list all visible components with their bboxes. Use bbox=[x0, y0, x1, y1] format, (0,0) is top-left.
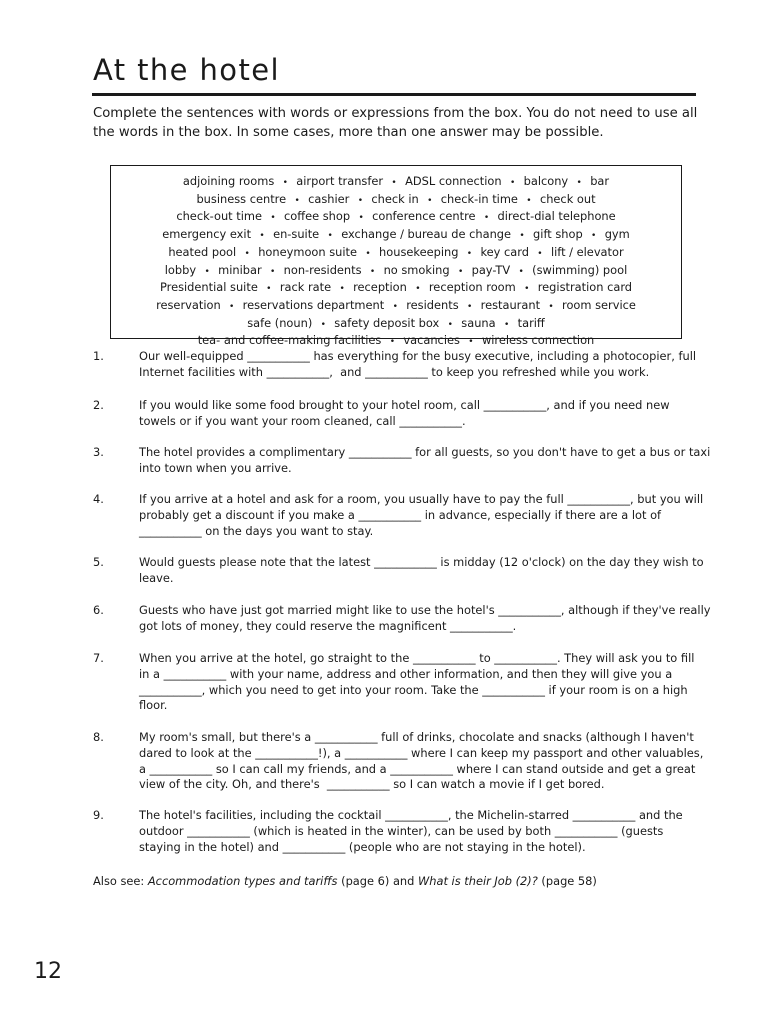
exercise-line: outdoor ___________ (which is heated in the winter), can be used by both ___________ (guests bbox=[139, 823, 664, 838]
word-box-item: reception room bbox=[428, 280, 516, 295]
exercise-number: 3. bbox=[93, 445, 104, 459]
bullet-separator: • bbox=[294, 195, 300, 206]
exercise-text bbox=[139, 730, 704, 793]
exercise-number: 9. bbox=[93, 808, 104, 822]
word-box-item: housekeeping bbox=[379, 244, 459, 259]
bullet-separator: • bbox=[244, 248, 250, 259]
exercise-number: 4. bbox=[93, 492, 104, 506]
word-box-item: business centre bbox=[196, 191, 287, 206]
word-box-item: Presidential suite bbox=[159, 280, 258, 295]
exercise-line: a ___________ so I can call my friends, and a ___________ where I can stand outside and get a great bbox=[139, 761, 696, 776]
word-box-item: check out bbox=[539, 191, 596, 206]
bullet-separator: • bbox=[327, 231, 333, 242]
exercise-item bbox=[0, 651, 768, 714]
exercise-line: into town when you arrive. bbox=[139, 460, 292, 475]
word-box-item: heated pool bbox=[168, 244, 237, 259]
word-box-item: honeymoon suite bbox=[258, 244, 358, 259]
word-box-row bbox=[111, 245, 681, 263]
word-box-row bbox=[111, 263, 681, 281]
word-box-item: (swimming) pool bbox=[532, 262, 628, 277]
exercise-number: 6. bbox=[93, 603, 104, 617]
exercise-line: My room's small, but there's a ___________ full of drinks, chocolate and snacks (although I haven't bbox=[139, 730, 694, 744]
exercise-line: probably get a discount if you make a ___________ in advance, especially if there are a lot of bbox=[139, 507, 662, 522]
word-box-item: restaurant bbox=[480, 297, 541, 312]
exercise-text bbox=[139, 349, 697, 381]
bullet-separator: • bbox=[266, 284, 272, 295]
exercise-line: view of the city. Oh, and there's ___________ so I can watch a movie if I get bored. bbox=[139, 777, 605, 792]
exercise-item bbox=[0, 445, 768, 477]
bullet-separator: • bbox=[270, 213, 276, 224]
word-box-item: wireless connection bbox=[481, 333, 595, 348]
word-box-item: conference centre bbox=[372, 209, 476, 224]
word-box-item: registration card bbox=[537, 280, 633, 295]
word-box-item: check-out time bbox=[176, 209, 263, 224]
exercise-line: towels or if you want your room cleaned, call ___________. bbox=[139, 413, 466, 428]
word-box-row bbox=[111, 298, 681, 316]
word-box-item: pay-TV bbox=[471, 262, 511, 277]
also-see-note bbox=[93, 873, 597, 889]
exercise-item bbox=[0, 398, 768, 430]
exercise-line: got lots of money, they could reserve the magnificent ___________. bbox=[139, 618, 517, 633]
bullet-separator: • bbox=[391, 178, 397, 188]
word-box-item: residents bbox=[406, 297, 459, 312]
exercise-item bbox=[0, 555, 768, 587]
bullet-separator: • bbox=[415, 284, 421, 295]
word-box-item: key card bbox=[480, 244, 529, 259]
word-box-item: reservation bbox=[156, 297, 221, 312]
also-see-mid: (page 6) and bbox=[337, 874, 418, 888]
bullet-separator: • bbox=[548, 301, 554, 312]
exercise-text bbox=[139, 555, 704, 587]
exercise-line: The hotel provides a complimentary ___________ for all guests, so you don't have to get a bus or taxi bbox=[139, 445, 711, 459]
exercise-text bbox=[139, 492, 704, 539]
word-box-item: room service bbox=[562, 297, 636, 312]
word-box-item: safety deposit box bbox=[334, 315, 440, 330]
word-box-item: rack rate bbox=[279, 280, 332, 295]
bullet-separator: • bbox=[259, 231, 265, 242]
word-box-row bbox=[111, 316, 681, 334]
word-box-item: gym bbox=[604, 227, 630, 242]
word-box-item: check in bbox=[371, 191, 419, 206]
word-box-item: gift shop bbox=[533, 227, 583, 242]
exercise-line: dared to look at the ___________!), a ___________ where I can keep my passport and other valuables, bbox=[139, 745, 704, 760]
bullet-separator: • bbox=[509, 178, 516, 188]
exercise-line: The hotel's facilities, including the cocktail ___________, the Michelin-starred ___________ and the bbox=[139, 808, 683, 822]
exercise-item bbox=[0, 730, 768, 793]
word-box-item: safe (noun) bbox=[247, 315, 313, 330]
word-box-row bbox=[111, 209, 681, 227]
title-divider bbox=[92, 93, 696, 96]
word-box-item: reception bbox=[353, 280, 407, 295]
instructions: Complete the sentences with words or expressions from the box. You do not need to use all the words in the box. In some cases, more than one answer may be possible. bbox=[93, 106, 698, 140]
bullet-separator: • bbox=[369, 266, 376, 277]
exercise-item bbox=[0, 349, 768, 381]
word-box-item: exchange / bureau de change bbox=[341, 227, 512, 242]
word-box-item: tariff bbox=[517, 315, 545, 330]
bullet-separator: • bbox=[518, 266, 524, 277]
word-box-item: direct-dial telephone bbox=[497, 209, 616, 224]
word-box-item: non-residents bbox=[283, 262, 362, 277]
word-box-item: emergency exit bbox=[162, 227, 252, 242]
bullet-separator: • bbox=[365, 248, 371, 259]
word-box-row bbox=[111, 174, 681, 192]
exercise-line: Would guests please note that the latest ___________ is midday (12 o'clock) on the day they wish to bbox=[139, 555, 704, 569]
also-see-ref-1: Accommodation types and tariffs bbox=[147, 874, 338, 888]
word-box-row bbox=[111, 192, 681, 210]
exercise-line: floor. bbox=[139, 698, 168, 713]
bullet-separator: • bbox=[483, 213, 490, 224]
also-see-prefix: Also see: bbox=[93, 874, 148, 888]
page-title: At the hotel bbox=[93, 53, 280, 87]
word-box-item: sauna bbox=[461, 315, 496, 330]
bullet-separator: • bbox=[526, 195, 532, 206]
exercise-line: If you would like some food brought to your hotel room, call ___________, and if you need new bbox=[139, 398, 670, 412]
exercise-line: Guests who have just got married might like to use the hotel's ___________, although if they've really bbox=[139, 603, 711, 617]
bullet-separator: • bbox=[339, 284, 345, 295]
exercise-line: Internet facilities with ___________, and ___________ to keep you refreshed while you work. bbox=[139, 364, 650, 379]
page-number: 12 bbox=[34, 959, 62, 984]
also-see-suffix: (page 58) bbox=[537, 874, 597, 888]
bullet-separator: • bbox=[269, 266, 276, 277]
exercise-text bbox=[139, 651, 697, 714]
word-box-item: bar bbox=[590, 174, 610, 188]
also-see-ref-2: What is their Job (2)? bbox=[418, 874, 538, 888]
word-box-item: balcony bbox=[523, 174, 569, 188]
exercise-line: leave. bbox=[139, 570, 174, 585]
exercise-line: ___________ on the days you want to stay. bbox=[139, 523, 374, 538]
word-box-item: coffee shop bbox=[284, 209, 351, 224]
word-box-item: airport transfer bbox=[296, 174, 384, 188]
bullet-separator: • bbox=[457, 266, 464, 277]
word-box-item: adjoining rooms bbox=[182, 174, 275, 188]
exercise-line: If you arrive at a hotel and ask for a room, you usually have to pay the full ___________, but you will bbox=[139, 492, 704, 506]
exercise-number: 2. bbox=[93, 398, 104, 412]
bullet-separator: • bbox=[389, 337, 396, 348]
word-box-item: vacancies bbox=[403, 333, 460, 348]
exercise-line: Our well-equipped ___________ has everything for the busy executive, including a photocopier, full bbox=[139, 349, 697, 363]
exercise-line: in a ___________ with your name, address and other information, and then they will give you a bbox=[139, 666, 673, 681]
bullet-separator: • bbox=[468, 337, 474, 348]
bullet-separator: • bbox=[519, 231, 525, 242]
word-box-item: reservations department bbox=[242, 297, 385, 312]
exercise-line: ___________, which you need to get into your room. Take the ___________ if your room is on a high bbox=[139, 682, 688, 697]
exercise-text bbox=[139, 808, 697, 855]
exercise-number: 5. bbox=[93, 555, 104, 569]
bullet-separator: • bbox=[229, 301, 235, 312]
word-box-item: cashier bbox=[308, 191, 350, 206]
exercise-item bbox=[0, 808, 768, 855]
word-box-item: minibar bbox=[218, 262, 262, 277]
bullet-separator: • bbox=[358, 213, 364, 224]
exercise-text bbox=[139, 603, 711, 635]
bullet-separator: • bbox=[466, 301, 473, 312]
word-box-item: tea- and coffee-making facilities bbox=[197, 333, 382, 348]
exercise-number: 8. bbox=[93, 730, 104, 744]
exercise-number: 1. bbox=[93, 349, 104, 363]
exercise-line: When you arrive at the hotel, go straight to the ___________ to ___________. They will ask you to fill bbox=[139, 651, 695, 665]
word-box-item: lobby bbox=[164, 262, 197, 277]
bullet-separator: • bbox=[537, 248, 543, 259]
bullet-separator: • bbox=[204, 266, 210, 277]
word-box-item: ADSL connection bbox=[405, 174, 502, 188]
bullet-separator: • bbox=[503, 319, 510, 330]
word-box-row bbox=[111, 280, 681, 298]
bullet-separator: • bbox=[357, 195, 364, 206]
bullet-separator: • bbox=[591, 231, 597, 242]
exercise-item bbox=[0, 492, 768, 539]
bullet-separator: • bbox=[466, 248, 473, 259]
exercise-text bbox=[139, 398, 697, 430]
word-box-item: lift / elevator bbox=[550, 244, 624, 259]
exercise-number: 7. bbox=[93, 651, 104, 665]
word-box-row bbox=[111, 227, 681, 245]
word-box-item: no smoking bbox=[383, 262, 450, 277]
exercise-line: staying in the hotel) and ___________ (people who are not staying in the hotel). bbox=[139, 839, 586, 854]
word-box-item: en-suite bbox=[273, 227, 320, 242]
word-box bbox=[110, 165, 682, 348]
bullet-separator: • bbox=[524, 284, 530, 295]
bullet-separator: • bbox=[427, 195, 433, 206]
exercise-item bbox=[0, 603, 768, 635]
word-box-item: check-in time bbox=[440, 191, 518, 206]
bullet-separator: • bbox=[392, 301, 398, 312]
exercise-text bbox=[139, 445, 711, 477]
bullet-separator: • bbox=[320, 319, 326, 330]
bullet-separator: • bbox=[282, 178, 288, 188]
bullet-separator: • bbox=[447, 319, 453, 330]
bullet-separator: • bbox=[576, 178, 582, 188]
